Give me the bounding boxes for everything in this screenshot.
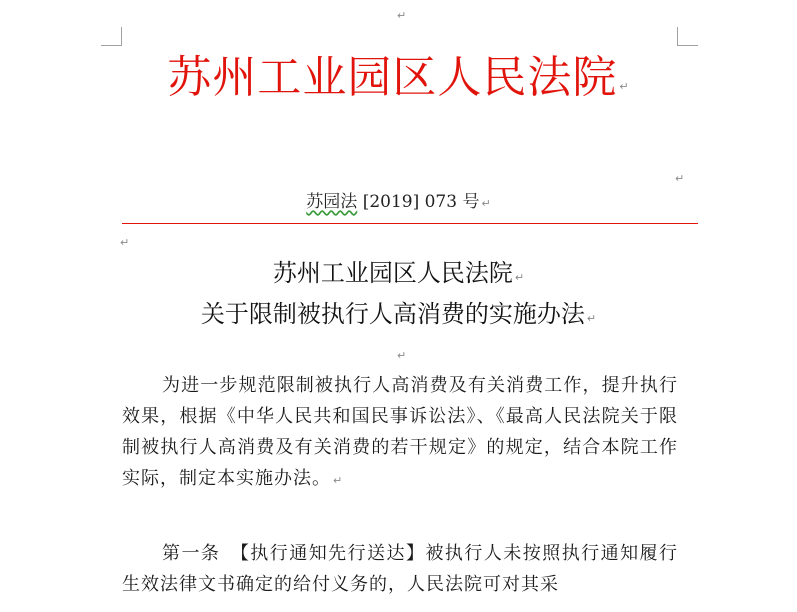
heading-line2-text: 关于限制被执行人高消费的实施办法 — [200, 300, 585, 328]
court-name-text: 苏州工业园区人民法院 — [167, 52, 618, 103]
paragraph-mark-icon: ↵ — [397, 349, 407, 362]
crop-mark-top-right — [677, 27, 698, 46]
paragraph-mark-icon: ↵ — [514, 271, 525, 284]
red-separator-line — [122, 223, 698, 224]
paragraph-mark-icon: ↵ — [120, 236, 130, 249]
document-heading-line2 — [0, 298, 797, 330]
document-number-prefix: 苏园法 — [306, 192, 358, 212]
paragraph-mark-icon: ↵ — [586, 312, 597, 325]
paragraph-mark-icon: ↵ — [333, 474, 344, 487]
document-number — [0, 191, 797, 213]
body-paragraph-2 — [122, 538, 678, 600]
paragraph-mark-icon: ↵ — [675, 172, 685, 185]
document-heading-line1 — [0, 257, 797, 289]
heading-line1-text: 苏州工业园区人民法院 — [272, 259, 513, 287]
paragraph-mark-icon: ↵ — [619, 80, 630, 93]
court-name-title — [0, 50, 797, 106]
crop-mark-top-left — [101, 27, 122, 46]
paragraph-mark-icon: ↵ — [397, 9, 407, 22]
paragraph-1-text: 为进一步规范限制被执行人高消费及有关消费工作，提升执行效果，根据《中华人民共和国民事诉讼法》、《最高人民法院关于限制被执行人高消费及有关消费的若干规定》的规定，结合本院工作实际，制定本实施办法。 — [122, 375, 678, 489]
body-paragraph-1 — [122, 370, 678, 494]
paragraph-mark-icon: ↵ — [481, 197, 491, 210]
document-number-rest: [2019] 073 号 — [362, 192, 480, 212]
paragraph-2-text: 第一条 【执行通知先行送达】被执行人未按照执行通知履行生效法律文书确定的给付义务的，人民法院可对其采 — [122, 543, 678, 595]
